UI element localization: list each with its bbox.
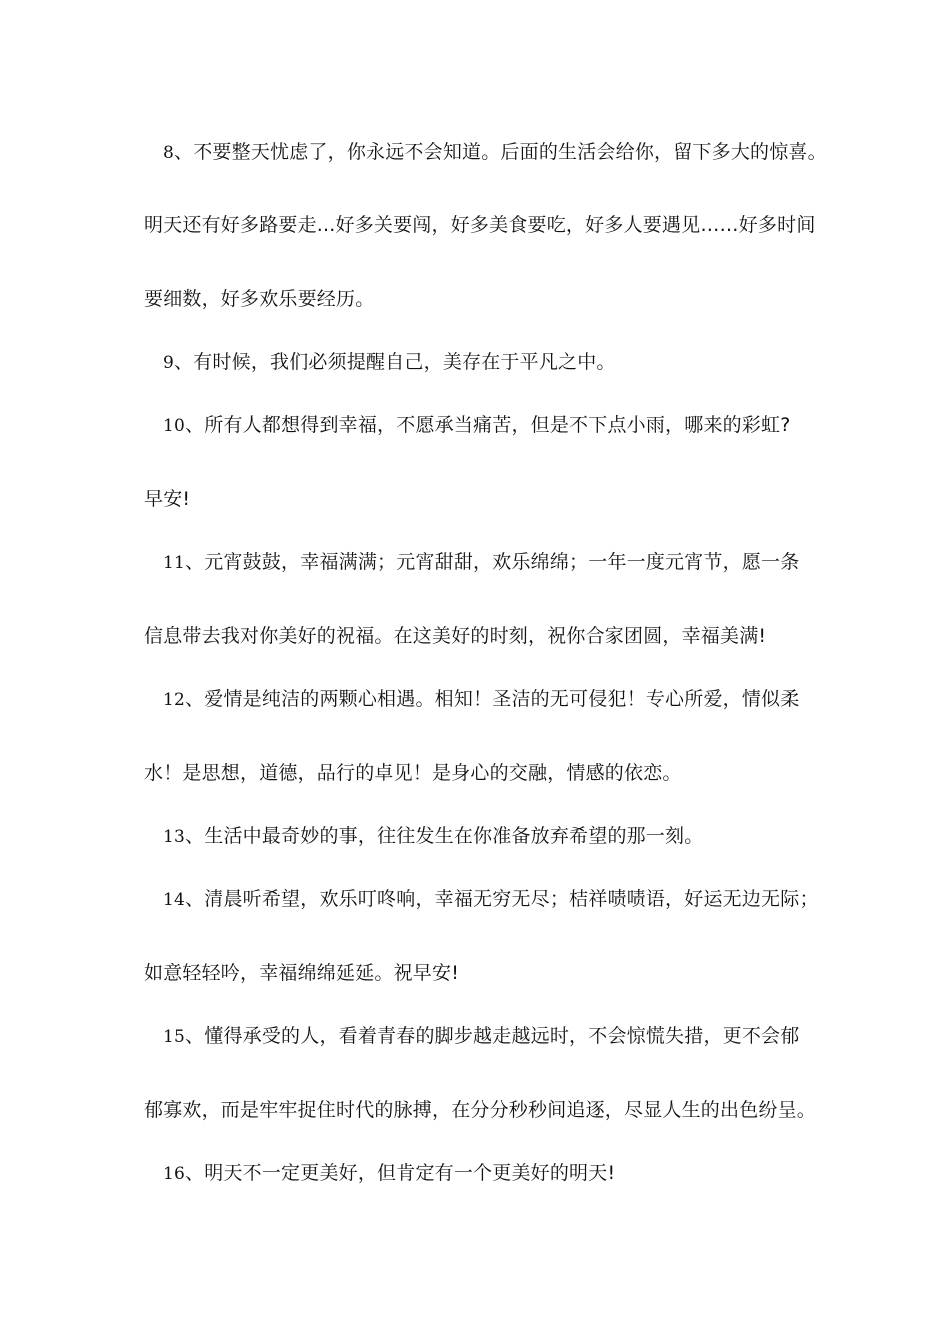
paragraph-15-line-2: 郁寡欢，而是牢牢捉住时代的脉搏，在分分秒秒间追逐，尽显人生的出色纷呈。 bbox=[144, 1099, 817, 1121]
paragraph-12-line-1 bbox=[163, 687, 799, 712]
paragraph-text: 、清晨听希望，欢乐叮咚响，幸福无穷无尽；桔祥啧啧语，好运无边无际； bbox=[185, 888, 819, 910]
paragraph-11-line-2: 信息带去我对你美好的祝福。在这美好的时刻，祝你合家团圆，幸福美满! bbox=[144, 625, 767, 647]
paragraph-number: 14 bbox=[163, 890, 186, 910]
paragraph-14-line-1 bbox=[163, 887, 819, 912]
paragraph-8-line-3: 要细数，好多欢乐要经历。 bbox=[144, 288, 375, 310]
paragraph-14-line-2: 如意轻轻吟，幸福绵绵延延。祝早安! bbox=[144, 962, 460, 984]
paragraph-number: 9 bbox=[163, 353, 175, 373]
paragraph-number: 10 bbox=[163, 416, 186, 436]
paragraph-10-line-1 bbox=[163, 413, 791, 438]
paragraph-number: 11 bbox=[163, 553, 186, 573]
paragraph-number: 16 bbox=[163, 1164, 186, 1184]
paragraph-13-line-1 bbox=[163, 824, 703, 849]
paragraph-text: 、明天不一定更美好，但肯定有一个更美好的明天! bbox=[185, 1162, 616, 1184]
paragraph-9-line-1 bbox=[163, 350, 616, 375]
paragraph-text: 、爱情是纯洁的两颗心相遇。相知！圣洁的无可侵犯！专心所爱，情似柔 bbox=[185, 688, 800, 710]
paragraph-15-line-1 bbox=[163, 1024, 799, 1049]
paragraph-number: 15 bbox=[163, 1027, 186, 1047]
paragraph-16-line-1 bbox=[163, 1161, 615, 1186]
paragraph-text: 、所有人都想得到幸福，不愿承当痛苦，但是不下点小雨，哪来的彩虹? bbox=[185, 414, 791, 436]
paragraph-text: 、生活中最奇妙的事，往往发生在你准备放弃希望的那一刻。 bbox=[185, 825, 704, 847]
paragraph-text: 、元宵鼓鼓，幸福满满；元宵甜甜，欢乐绵绵；一年一度元宵节，愿一条 bbox=[185, 551, 800, 573]
paragraph-10-line-2: 早安! bbox=[144, 488, 191, 510]
paragraph-text: 、不要整天忧虑了，你永远不会知道。后面的生活会给你，留下多大的惊喜。 bbox=[174, 141, 827, 163]
paragraph-number: 12 bbox=[163, 690, 186, 710]
paragraph-number: 13 bbox=[163, 827, 186, 847]
paragraph-text: 、懂得承受的人，看着青春的脚步越走越远时，不会惊慌失措，更不会郁 bbox=[185, 1025, 800, 1047]
paragraph-8-line-1 bbox=[163, 140, 827, 165]
paragraph-11-line-1 bbox=[163, 550, 799, 575]
paragraph-number: 8 bbox=[163, 143, 175, 163]
paragraph-8-line-2: 明天还有好多路要走...好多关要闯，好多美食要吃，好多人要遇见……好多时间 bbox=[144, 214, 816, 236]
paragraph-12-line-2: 水！是思想，道德，品行的卓见！是身心的交融，情感的依恋。 bbox=[144, 762, 682, 784]
paragraph-text: 、有时候，我们必须提醒自己，美存在于平凡之中。 bbox=[174, 351, 616, 373]
